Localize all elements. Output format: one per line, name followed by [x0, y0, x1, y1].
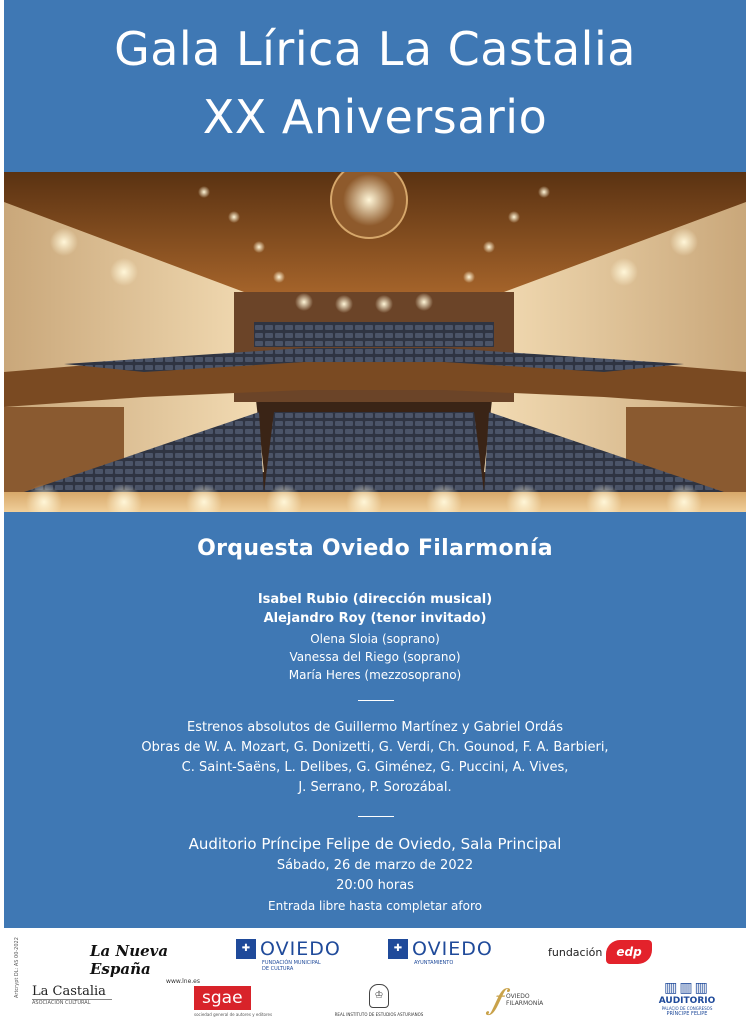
printer-credit: Artcrypt DL: AS 00-2022	[14, 937, 20, 998]
la-castalia-logo: La Castalia ASOCIACIÓN CULTURAL	[32, 984, 112, 1006]
fundacion-edp-logo: fundación edp	[548, 940, 668, 964]
sgae-logo: sgae sociedad general de autores y editores	[194, 988, 273, 1017]
treble-clef-icon: 𝆑	[492, 982, 502, 1017]
auditorio-principe-felipe-logo: ▥▥▥ AUDITORIO PALACIO DE CONGRESOS PRÍNCIPE FELIPE	[652, 980, 722, 1017]
auditorium-photo	[4, 172, 746, 512]
venue: Auditorio Príncipe Felipe de Oviedo, Sala Principal	[188, 835, 562, 853]
divider	[358, 700, 394, 701]
poster-subtitle: XX Aniversario	[202, 90, 548, 144]
divider	[358, 816, 394, 817]
info-band	[4, 512, 746, 928]
program-line: J. Serrano, P. Sorozábal.	[298, 780, 452, 795]
conductor: Isabel Rubio (dirección musical)	[257, 592, 493, 607]
la-nueva-espana-logo: La Nueva España www.lne.es	[90, 942, 200, 985]
orchestra-name: Orquesta Oviedo Filarmonía	[197, 536, 553, 561]
soprano-1: Olena Sloia (soprano)	[310, 632, 440, 646]
guest-tenor: Alejandro Roy (tenor invitado)	[263, 611, 487, 626]
sponsor-logos	[4, 928, 746, 1036]
oviedo-filarmonia-logo: 𝆑 OVIEDO FILARMONÍA	[492, 982, 544, 1017]
poster-title: Gala Lírica La Castalia	[114, 22, 636, 76]
oviedo-fundacion-cultura-logo: ✚ OVIEDO FUNDACIÓN MUNICIPAL DE CULTURA	[236, 938, 366, 972]
crest-icon: ♔	[369, 984, 389, 1008]
oviedo-shield-icon: ✚	[236, 939, 256, 959]
oviedo-ayuntamiento-logo: ✚ OVIEDO AYUNTAMIENTO	[388, 938, 508, 966]
event-date: Sábado, 26 de marzo de 2022	[276, 858, 474, 873]
oviedo-shield-icon: ✚	[388, 939, 408, 959]
event-time: 20:00 horas	[336, 878, 414, 893]
mezzosoprano: María Heres (mezzosoprano)	[288, 668, 462, 682]
admission-note: Entrada libre hasta completar aforo	[268, 899, 482, 913]
soprano-2: Vanessa del Riego (soprano)	[289, 650, 461, 664]
ridea-logo: ♔ REAL INSTITUTO DE ESTUDIOS ASTURIANOS	[334, 984, 424, 1017]
program-line: C. Saint-Saëns, L. Delibes, G. Giménez, G. Puccini, A. Vives,	[181, 760, 569, 775]
program-line: Estrenos absolutos de Guillermo Martínez y Gabriel Ordás	[187, 720, 563, 735]
program-line: Obras de W. A. Mozart, G. Donizetti, G. Verdi, Ch. Gounod, F. A. Barbieri,	[141, 740, 609, 755]
building-icon: ▥▥▥	[664, 980, 710, 996]
